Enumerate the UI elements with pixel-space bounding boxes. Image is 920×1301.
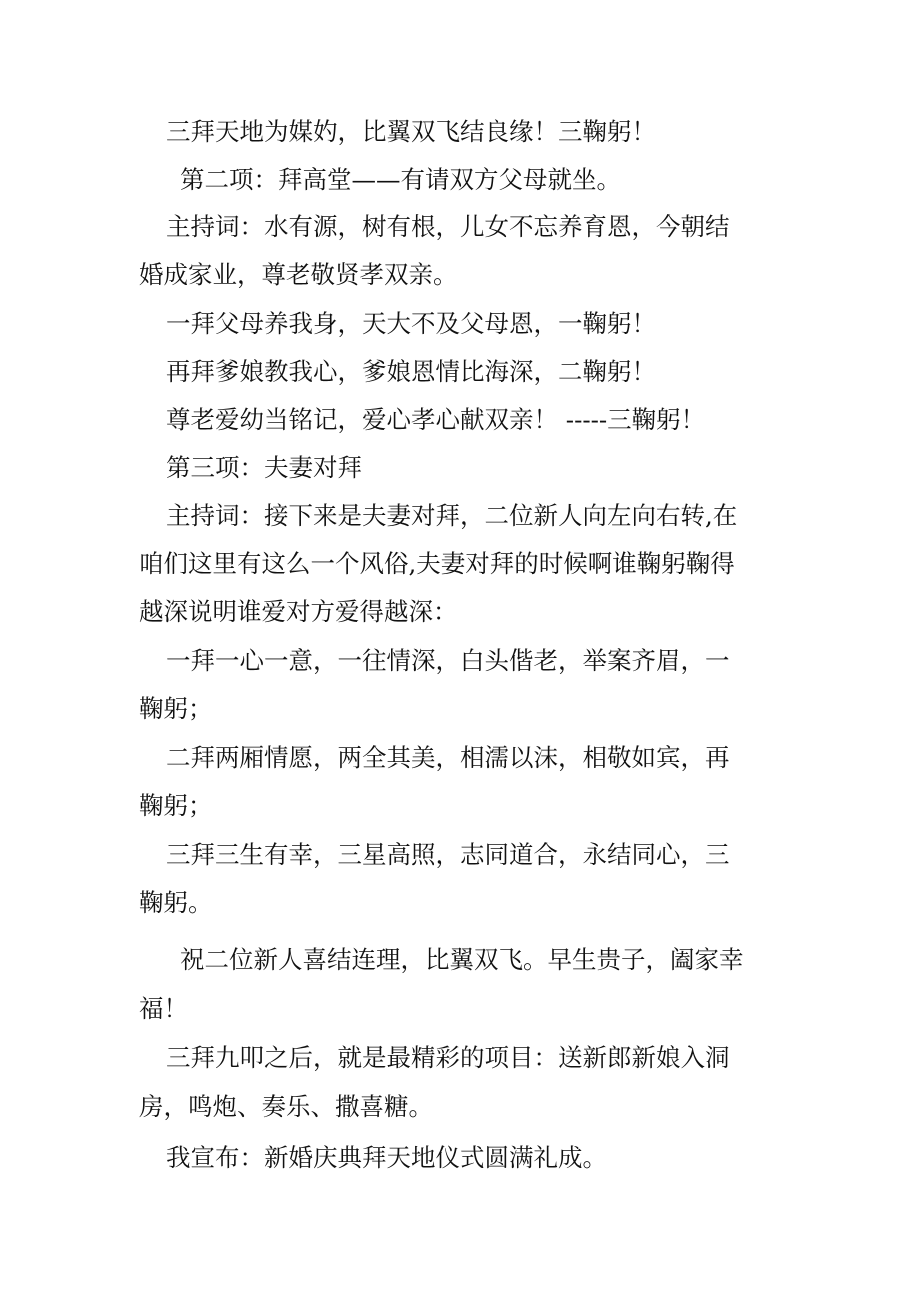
text-line: 一拜父母养我身，天大不及父母恩，一鞠躬！ (166, 309, 656, 338)
text-line: 第三项：夫妻对拜 (166, 453, 362, 482)
text-line: 福！ (139, 994, 188, 1023)
text-line: 一拜一心一意，一往情深，白头偕老，举案齐眉，一 (166, 646, 730, 675)
text-line: 三拜九叩之后，就是最精彩的项目：送新郎新娘入洞 (166, 1043, 730, 1072)
text-line: 鞠躬； (139, 791, 213, 820)
text-line: 再拜爹娘教我心，爹娘恩情比海深，二鞠躬！ (166, 357, 656, 386)
text-line: 婚成家业，尊老敬贤孝双亲。 (139, 260, 458, 289)
text-line: 第二项：拜高堂——有请双方父母就坐。 (180, 165, 621, 194)
text-line: 三拜三生有幸，三星高照，志同道合，永结同心，三 (166, 840, 730, 869)
text-line: 三拜天地为媒妁，比翼双飞结良缘！三鞠躬！ (166, 117, 656, 146)
text-line: 主持词：水有源，树有根，儿女不忘养育恩，今朝结 (166, 212, 730, 241)
text-line: 鞠躬。 (139, 888, 213, 917)
text-line: 尊老爱幼当铭记，爱心孝心献双亲！ -----三鞠躬！ (166, 405, 706, 434)
text-line: 祝二位新人喜结连理，比翼双飞。早生贵子，阖家幸 (180, 945, 744, 974)
text-line: 我宣布：新婚庆典拜天地仪式圆满礼成。 (166, 1143, 607, 1172)
text-line: 房，鸣炮、奏乐、撒喜糖。 (139, 1092, 433, 1121)
text-line: 二拜两厢情愿，两全其美，相濡以沫，相敬如宾，再 (166, 743, 730, 772)
text-line: 越深说明谁爱对方爱得越深： (139, 597, 458, 626)
text-line: 主持词：接下来是夫妻对拜，二位新人向左向右转,在 (166, 501, 738, 530)
text-line: 鞠躬； (139, 694, 213, 723)
text-line: 咱们这里有这么一个风俗,夫妻对拜的时候啊谁鞠躬鞠得 (139, 549, 735, 578)
